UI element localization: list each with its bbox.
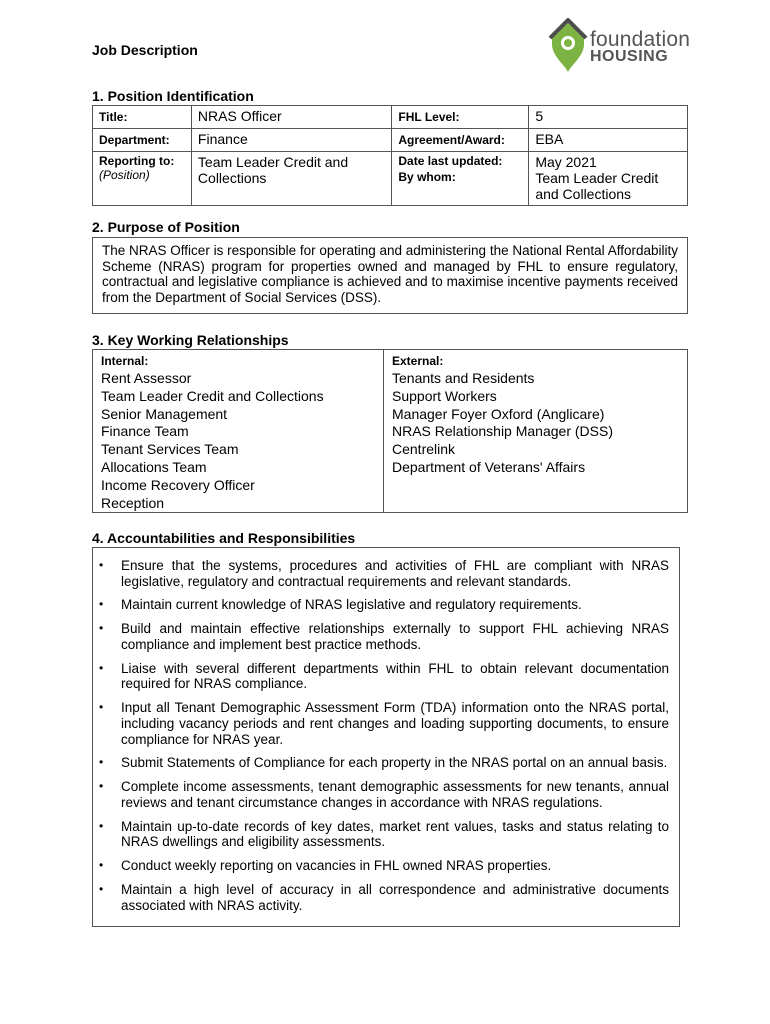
logo-text-housing: HOUSING [590, 48, 669, 65]
label-cell [93, 106, 192, 129]
list-item: Senior Management [101, 405, 228, 422]
bullet-icon: • [99, 818, 104, 833]
title-value: NRAS Officer [197, 108, 282, 124]
list-item: Income Recovery Officer [101, 476, 255, 493]
updated-label: Date last updated: [398, 154, 503, 168]
list-item: • Submit Statements of Compliance for each property in the NRAS portal on an annual basis. [99, 755, 668, 771]
department-value: Finance [197, 131, 248, 147]
reporting-sub-label: (Position) [99, 168, 150, 182]
list-item: Manager Foyer Oxford (Anglicare) [392, 405, 605, 422]
bullet-icon: • [99, 597, 104, 612]
bullet-icon: • [99, 755, 104, 770]
relationships-box [92, 349, 688, 513]
list-item: Tenants and Residents [392, 370, 535, 386]
house-pin-icon [548, 14, 592, 74]
logo-text-foundation: foundation [590, 28, 691, 51]
list-item: • Maintain a high level of accuracy in all correspondence and administrative documents associated with NRAS activity. [99, 882, 669, 913]
bullet-icon: • [99, 660, 104, 675]
list-item: • Conduct weekly reporting on vacancies in FHL owned NRAS properties. [99, 858, 552, 874]
reporting-value: Team Leader Credit and Collections [197, 154, 349, 186]
list-item: Allocations Team [101, 458, 207, 475]
internal-label: Internal: [101, 354, 149, 368]
list-item: • Maintain current knowledge of NRAS legislative and regulatory requirements. [99, 597, 582, 613]
list-item: Team Leader Credit and Collections [101, 387, 324, 404]
external-label: External: [392, 354, 444, 368]
list-item: • Complete income assessments, tenant demographic assessments for new tenants, annual reviews and tenant circumstance changes in accordance with NRAS regulations. [99, 779, 669, 810]
bullet-icon: • [99, 700, 104, 715]
bullet-icon: • [99, 621, 104, 636]
column-divider [383, 350, 384, 512]
reporting-label: Reporting to: [99, 154, 175, 168]
list-item: NRAS Relationship Manager (DSS) [392, 423, 613, 440]
list-item: Department of Veterans' Affairs [392, 458, 586, 475]
list-item: • Ensure that the systems, procedures and activities of FHL are compliant with NRAS legislative, regulatory and contractual requirements and relevant standards. [99, 558, 669, 589]
internal-column [101, 354, 324, 512]
list-item: • Liaise with several different departments within FHL to obtain relevant documentation required for NRAS compliance. [99, 660, 669, 692]
company-logo [548, 14, 708, 74]
purpose-box [92, 237, 688, 314]
accountabilities-list [93, 548, 679, 913]
position-table [92, 105, 688, 206]
section-heading-purpose: 2. Purpose of Position [92, 219, 240, 235]
list-item: Rent Assessor [101, 370, 192, 386]
list-item: Centrelink [392, 441, 456, 458]
title-label: Title: [99, 110, 128, 124]
section-heading-position: 1. Position Identification [92, 88, 254, 104]
external-column [392, 354, 613, 477]
level-value: 5 [535, 108, 544, 124]
bullet-icon: • [99, 858, 104, 873]
list-item: Support Workers [392, 387, 497, 404]
by-whom-label: By whom: [398, 170, 456, 184]
bullet-icon: • [99, 558, 104, 572]
level-label: FHL Level: [398, 110, 460, 124]
list-item: • Input all Tenant Demographic Assessment Form (TDA) information onto the NRAS portal, including vacancy periods and rent changes and loading supporting documents, to ensure compliance for NRAS year. [99, 700, 669, 747]
section-heading-accountabilities: 4. Accountabilities and Responsibilities [92, 530, 356, 546]
section-heading-relationships: 3. Key Working Relationships [92, 332, 289, 348]
bullet-icon: • [99, 882, 104, 897]
list-item: Finance Team [101, 423, 189, 440]
accountabilities-box [92, 547, 680, 927]
list-item: • Build and maintain effective relationships externally to support FHL achieving NRAS compliance and implement best practice methods. [99, 621, 669, 652]
purpose-text: The NRAS Officer is responsible for operating and administering the National Rental Affordability Scheme (NRAS) program for properties owned and managed by FHL to ensure regulatory, contractual and legislative compliance is achieved and to maximise incentive payments received from the Department of Social Services (DSS). [102, 243, 678, 305]
by-whom-value: Team Leader Credit and Collections [535, 170, 659, 202]
list-item: Reception [101, 494, 165, 511]
department-label: Department: [99, 133, 170, 147]
bullet-icon: • [99, 779, 104, 794]
list-item: Tenant Services Team [101, 441, 239, 458]
list-item: • Maintain up-to-date records of key dates, market rent values, tasks and status relating to NRAS dwellings and eligibility assessments. [99, 818, 669, 850]
page-title: Job Description [92, 42, 198, 58]
updated-value: May 2021 [535, 154, 597, 170]
award-value: EBA [535, 131, 564, 147]
award-label: Agreement/Award: [398, 133, 505, 147]
